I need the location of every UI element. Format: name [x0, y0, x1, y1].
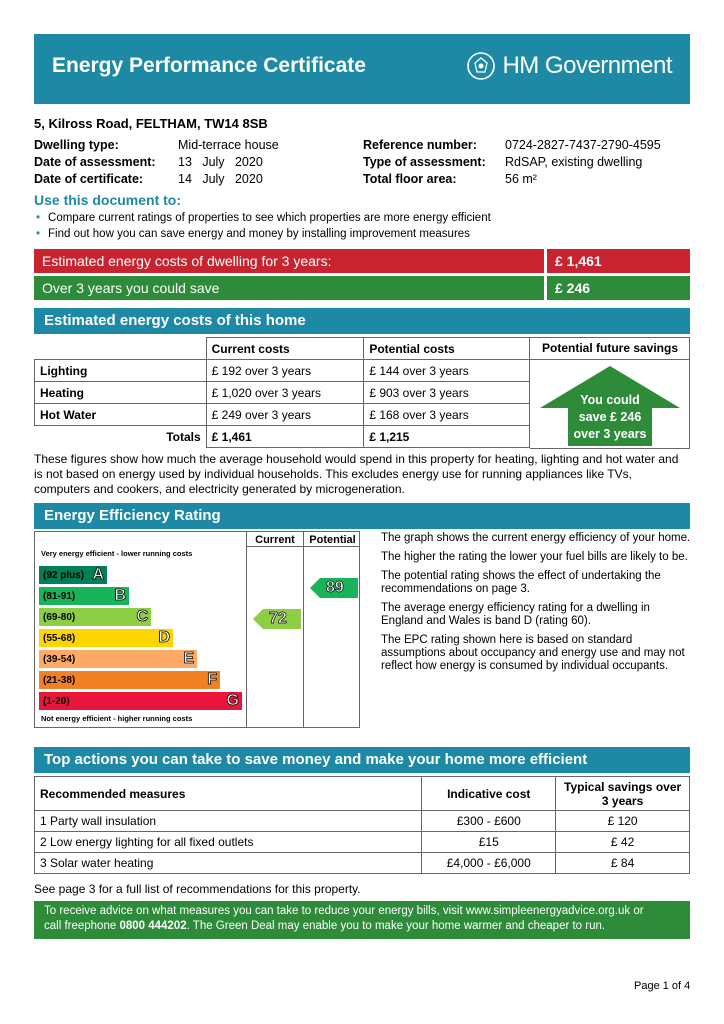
table-header-potential: Potential costs: [364, 338, 530, 360]
reference-value: 0724-2827-7437-2790-4595: [505, 138, 661, 152]
assessment-date-value: 13 July 2020: [178, 155, 263, 169]
table-header-row: [35, 777, 690, 811]
table-row: [35, 382, 530, 404]
measure-cost: £300 - £600: [422, 811, 556, 832]
potential-rating-value: 89: [326, 579, 344, 596]
band-g: (1-20) G: [39, 692, 242, 710]
band-d: (55-68) D: [39, 629, 173, 647]
see-page-note: See page 3 for a full list of recommendations for this property.: [34, 882, 361, 896]
estimated-cost-label: Estimated energy costs of dwelling for 3 years:: [34, 249, 544, 273]
table-header-row: [35, 338, 530, 360]
table-header-current: Current costs: [206, 338, 364, 360]
header-banner: [34, 34, 690, 104]
property-address: 5, Kilross Road, FELTHAM, TW14 8SB: [34, 116, 268, 131]
dwelling-type-value: Mid-terrace house: [178, 138, 279, 152]
rating-text-paragraph: The higher the rating the lower your fuel bills are likely to be.: [381, 551, 688, 563]
hm-government-logo: [466, 51, 672, 81]
savings-text-line2: save £ 246: [578, 410, 642, 424]
header-measures: Recommended measures: [35, 777, 422, 811]
future-savings-header: Potential future savings: [530, 338, 690, 360]
table-row: [35, 404, 530, 426]
rating-explanation: [381, 532, 691, 679]
bullet-icon: •: [36, 228, 41, 240]
measure-name: 1 Party wall insulation: [35, 811, 422, 832]
savings-text-line1: You could: [580, 393, 640, 407]
band-e: (39-54) E: [39, 650, 197, 668]
table-row: [35, 832, 690, 853]
band-f: (21-38) F: [39, 671, 220, 689]
row-current: £ 192 over 3 years: [206, 360, 364, 382]
bullet-item: • Compare current ratings of properties to see which properties are more energy efficient: [36, 212, 491, 224]
future-savings-box: [530, 337, 690, 449]
use-document-title: Use this document to:: [34, 192, 182, 208]
row-current: £ 1,020 over 3 years: [206, 382, 364, 404]
row-label: Heating: [35, 382, 207, 404]
table-header-empty: [35, 338, 207, 360]
table-row: [35, 811, 690, 832]
savings-text-line3: over 3 years: [573, 427, 647, 441]
row-current: £ 249 over 3 years: [206, 404, 364, 426]
advice-line-1: To receive advice on what measures you can take to reduce your energy bills, visit www.simpleenergyadvice.org.uk or: [44, 905, 644, 917]
row-potential: £ 168 over 3 years: [364, 404, 530, 426]
totals-potential: £ 1,215: [364, 426, 530, 448]
band-b: (81-91) B: [39, 587, 129, 605]
header-savings: Typical savings over 3 years: [556, 777, 690, 811]
costs-explanation: These figures show how much the average household would spend in this property for heating, lighting and hot water and is not based on energy used by individual households. This excludes energy use for running appliances like TVs, computers and cookers, and electricity generated by microgeneration.: [34, 452, 679, 496]
measure-name: 3 Solar water heating: [35, 853, 422, 874]
assessment-type-value: RdSAP, existing dwelling: [505, 155, 643, 169]
estimated-cost-bar: [34, 249, 690, 273]
up-arrow-icon: [540, 366, 680, 446]
advice-line-2: call freephone 0800 444202. The Green Deal may enable you to make your home warmer and cheaper to run.: [44, 920, 606, 932]
hm-government-text: HM Government: [502, 52, 672, 79]
divider-line: [303, 532, 304, 727]
actions-table: [34, 776, 690, 874]
measure-cost: £4,000 - £6,000: [422, 853, 556, 874]
assessment-date-label: Date of assessment:: [34, 155, 156, 169]
savings-label: Over 3 years you could save: [34, 276, 544, 300]
reference-label: Reference number:: [363, 138, 477, 152]
page-number: Page 1 of 4: [634, 980, 691, 992]
current-rating-value: 72: [269, 610, 287, 627]
row-potential: £ 903 over 3 years: [364, 382, 530, 404]
page-title: Energy Performance Certificate: [52, 54, 366, 77]
floor-area-value: 56 m²: [505, 172, 537, 186]
bullet-item: • Find out how you can save energy and money by installing improvement measures: [36, 228, 470, 240]
totals-label: Totals: [35, 426, 207, 448]
bullet-icon: •: [36, 212, 41, 224]
row-label: Hot Water: [35, 404, 207, 426]
certificate-date-value: 14 July 2020: [178, 172, 263, 186]
totals-current: £ 1,461: [206, 426, 364, 448]
floor-area-label: Total floor area:: [363, 172, 457, 186]
potential-rating-marker: [310, 578, 358, 598]
certificate-date-label: Date of certificate:: [34, 172, 144, 186]
advice-banner: [34, 901, 690, 939]
rating-chart: [34, 531, 360, 728]
measure-name: 2 Low energy lighting for all fixed outlets: [35, 832, 422, 853]
divider-line: [246, 546, 360, 547]
current-column-header: Current: [255, 534, 295, 546]
rating-text-paragraph: The EPC rating shown here is based on standard assumptions about occupancy and energy use and may not reflect how energy is consumed by individual occupants.: [381, 634, 685, 672]
actions-section-title: Top actions you can take to save money and make your home more efficient: [34, 747, 690, 773]
savings-bar: [34, 276, 690, 300]
costs-table: [34, 337, 530, 448]
savings-value: £ 246: [547, 276, 690, 300]
dwelling-type-label: Dwelling type:: [34, 138, 119, 152]
totals-row: [35, 426, 530, 448]
rating-text-paragraph: The graph shows the current energy efficiency of your home.: [381, 532, 691, 544]
assessment-type-label: Type of assessment:: [363, 155, 486, 169]
inefficient-note: Not energy efficient - higher running costs: [41, 714, 193, 723]
freephone-number[interactable]: 0800 444202: [119, 920, 187, 932]
measure-savings: £ 84: [556, 853, 690, 874]
rating-text-paragraph: The potential rating shows the effect of undertaking the recommendations on page 3.: [381, 570, 661, 595]
measure-cost: £15: [422, 832, 556, 853]
table-row: [35, 853, 690, 874]
estimated-cost-value: £ 1,461: [547, 249, 690, 273]
band-a: (92 plus) A: [39, 566, 107, 584]
royal-crest-icon: [466, 51, 496, 81]
band-c: (69-80) C: [39, 608, 151, 626]
costs-section-title: Estimated energy costs of this home: [34, 308, 690, 334]
table-row: [35, 360, 530, 382]
current-rating-marker: [253, 609, 301, 629]
potential-column-header: Potential: [309, 534, 356, 546]
header-cost: Indicative cost: [422, 777, 556, 811]
row-potential: £ 144 over 3 years: [364, 360, 530, 382]
measure-savings: £ 120: [556, 811, 690, 832]
efficient-note: Very energy efficient - lower running costs: [41, 549, 193, 558]
measure-savings: £ 42: [556, 832, 690, 853]
rating-section-title: Energy Efficiency Rating: [34, 503, 690, 529]
row-label: Lighting: [35, 360, 207, 382]
divider-line: [246, 532, 247, 727]
rating-text-paragraph: The average energy efficiency rating for a dwelling in England and Wales is band D (rating 60).: [381, 602, 650, 627]
